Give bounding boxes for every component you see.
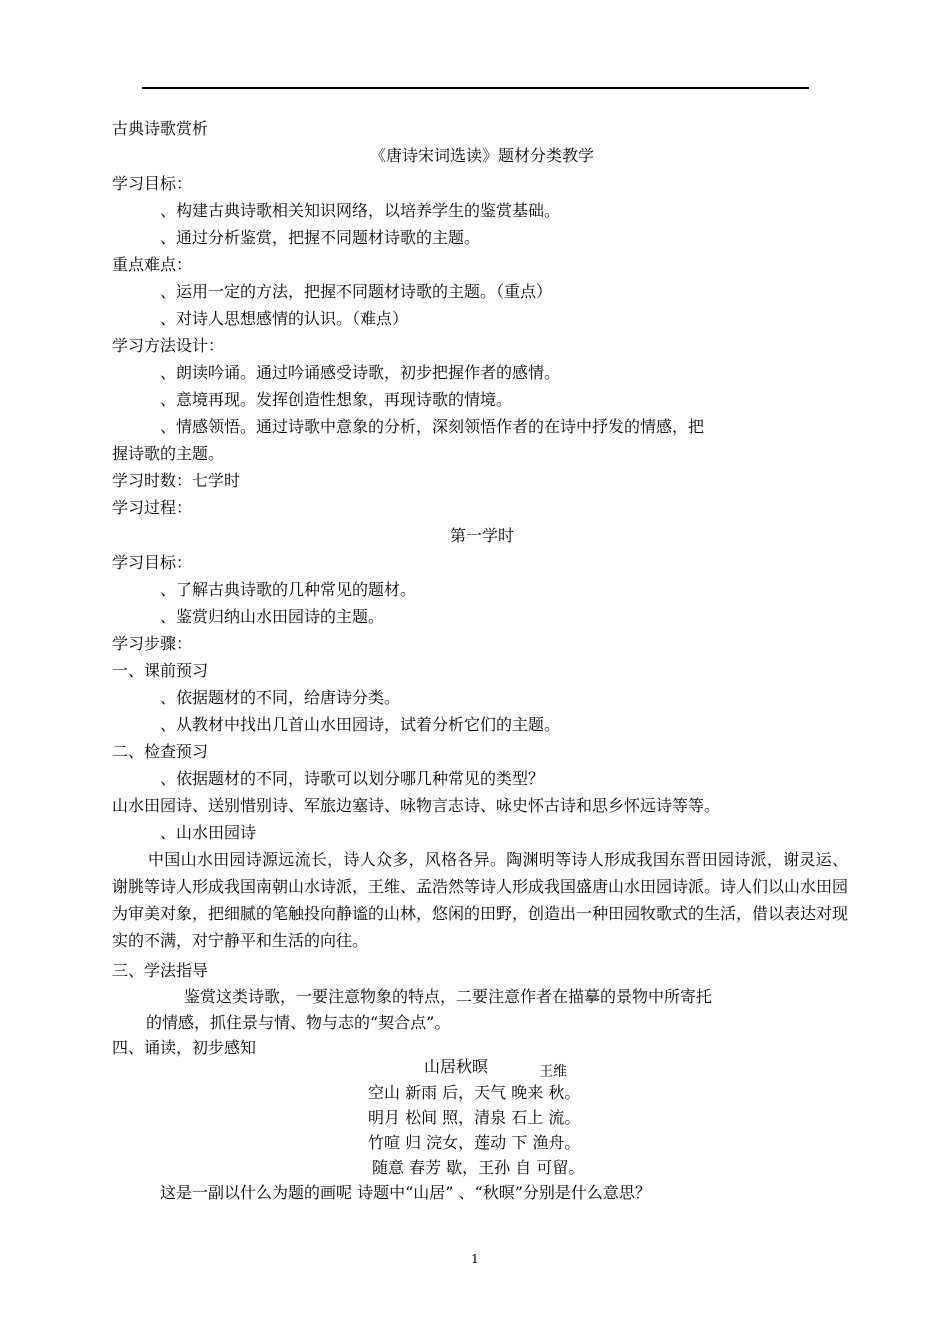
steps-label: 学习步骤：: [112, 634, 193, 653]
objectives-label: 学习目标：: [112, 174, 193, 193]
step-item: 、从教材中找出几首山水田园诗，试着分析它们的主题。: [160, 715, 561, 734]
step-heading: 一、课前预习: [112, 661, 209, 680]
section-title: 古典诗歌赏析: [112, 119, 209, 138]
poem-line: 随意 春芳 歇，王孙 自 可留。: [372, 1158, 585, 1177]
poem-line: 竹喧 归 浣女，莲动 下 渔舟。: [368, 1133, 581, 1152]
method-guidance: 鉴赏这类诗歌，一要注意物象的特点，二要注意作者在描摹的景物中所寄托: [184, 987, 713, 1006]
poem-author: 王维: [539, 1064, 567, 1080]
method-item: 、情感领悟。通过诗歌中意象的分析，深刻领悟作者的在诗中抒发的情感，把: [160, 417, 705, 436]
step-heading: 三、学法指导: [112, 961, 209, 980]
lesson-objective-item: 、鉴赏归纳山水田园诗的主题。: [160, 607, 385, 626]
method-guidance-continued: 的情感，抓住景与情、物与志的“契合点”。: [146, 1013, 451, 1032]
objective-item: 、构建古典诗歌相关知识网络，以培养学生的鉴赏基础。: [160, 201, 561, 220]
step-item: 、依据题材的不同，给唐诗分类。: [160, 688, 401, 707]
header-rule: [142, 87, 809, 89]
poem-line: 明月 松间 照，清泉 石上 流。: [368, 1108, 581, 1127]
poem-line: 空山 新雨 后，天气 晚来 秋。: [368, 1083, 581, 1102]
step-answer: 山水田园诗、送别惜别诗、军旅边塞诗、咏物言志诗、咏史怀古诗和思乡怀远诗等等。: [112, 796, 721, 815]
method-item: 、朗读吟诵。通过吟诵感受诗歌，初步把握作者的感情。: [160, 363, 561, 382]
objective-item: 、通过分析鉴赏，把握不同题材诗歌的主题。: [160, 228, 481, 247]
process-label: 学习过程：: [112, 498, 193, 517]
document-title: 《唐诗宋词选读》题材分类教学: [369, 146, 594, 165]
step-heading: 二、检查预习: [112, 742, 209, 761]
poem-title: 山居秋暝: [424, 1057, 489, 1076]
step-heading: 四、诵读，初步感知: [112, 1038, 257, 1057]
lesson-objective-item: 、了解古典诗歌的几种常见的题材。: [160, 580, 417, 599]
lesson-objectives-label: 学习目标：: [112, 553, 193, 572]
discussion-question: 这是一副以什么为题的画呢 诗题中“山居” 、“秋暝”分别是什么意思？: [160, 1183, 651, 1202]
lesson-title: 第一学时: [449, 526, 514, 545]
page-number: 1: [471, 1252, 479, 1266]
method-item: 、意境再现。发挥创造性想象，再现诗歌的情境。: [160, 390, 513, 409]
methods-label: 学习方法设计：: [112, 336, 225, 355]
keypoint-item: 、运用一定的方法，把握不同题材诗歌的主题。（重点）: [160, 282, 553, 301]
step-subheading: 、山水田园诗: [160, 823, 257, 842]
keypoint-item: 、对诗人思想感情的认识。（难点）: [160, 309, 409, 328]
keypoints-label: 重点难点：: [112, 255, 193, 274]
landscape-poetry-paragraph: 中国山水田园诗源远流长，诗人众多，风格各异。陶渊明等诗人形成我国东晋田园诗派，谢灵运、谢朓等诗人形成我国南朝山水诗派，王维、孟浩然等诗人形成我国盛唐山水田园诗派。诗人们以山水田园为审美对象，把细腻的笔触投向静谧的山林，悠闲的田野，创造出一种田园牧歌式的生活，借以表达对现实的不满，对宁静平和生活的向往。: [112, 850, 849, 950]
method-item-continued: 握诗歌的主题。: [112, 444, 225, 463]
study-hours: 学习时数：七学时: [112, 471, 241, 490]
step-question: 、依据题材的不同，诗歌可以划分哪几种常见的类型？: [160, 769, 545, 788]
